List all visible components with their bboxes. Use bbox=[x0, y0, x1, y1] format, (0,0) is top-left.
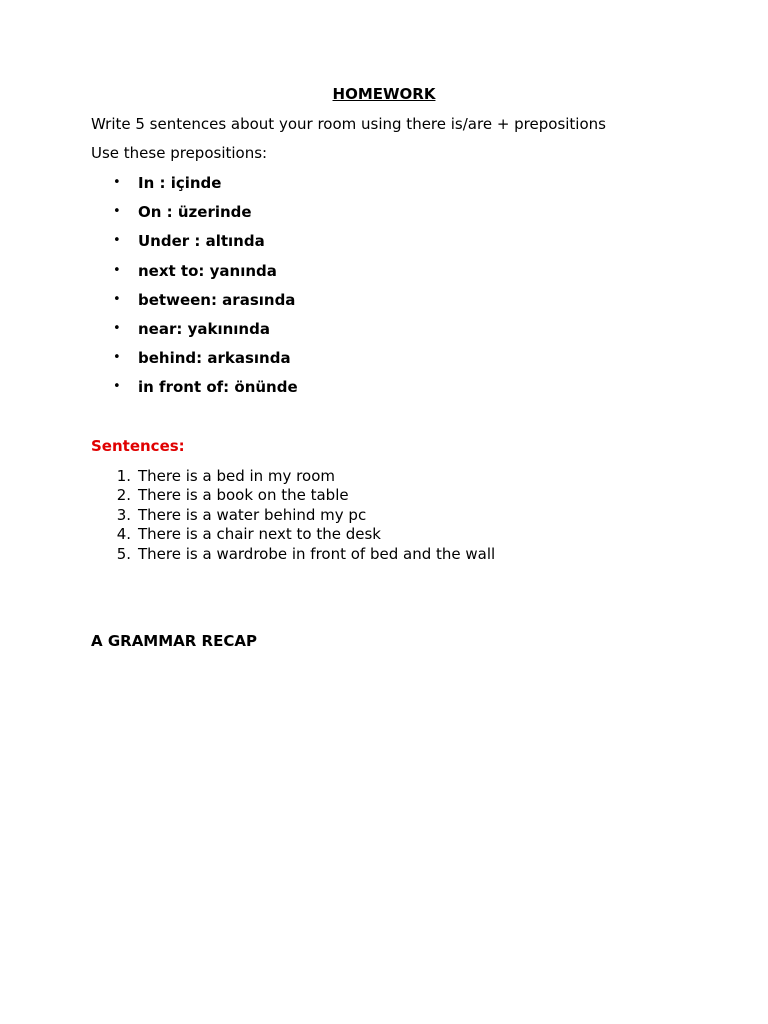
bullet-icon: • bbox=[113, 263, 121, 278]
preposition-label: On : üzerinde bbox=[138, 203, 252, 221]
preposition-label: Under : altında bbox=[138, 232, 265, 250]
preposition-label: near: yakınında bbox=[138, 320, 270, 338]
bullet-icon: • bbox=[113, 204, 121, 219]
bullet-icon: • bbox=[113, 379, 121, 394]
preposition-label: behind: arkasında bbox=[138, 349, 291, 367]
item-number: 1. bbox=[116, 467, 131, 485]
preposition-label: between: arasında bbox=[138, 291, 296, 309]
bullet-icon: • bbox=[113, 321, 121, 336]
bullet-icon: • bbox=[113, 175, 121, 190]
bullet-icon: • bbox=[113, 233, 121, 248]
sentence-text: There is a book on the table bbox=[138, 486, 349, 504]
sentence-text: There is a chair next to the desk bbox=[138, 525, 381, 543]
item-number: 3. bbox=[116, 506, 131, 524]
grammar-recap-heading: A GRAMMAR RECAP bbox=[91, 632, 257, 650]
item-number: 4. bbox=[116, 525, 131, 543]
bullet-icon: • bbox=[113, 350, 121, 365]
preposition-label: In : içinde bbox=[138, 174, 222, 192]
sentences-heading: Sentences: bbox=[91, 437, 185, 455]
document-title: HOMEWORK bbox=[332, 85, 436, 103]
sentence-text: There is a wardrobe in front of bed and the wall bbox=[138, 545, 496, 563]
preposition-label: in front of: önünde bbox=[138, 378, 298, 396]
item-number: 2. bbox=[116, 486, 131, 504]
preposition-label: next to: yanında bbox=[138, 262, 277, 280]
instruction-text: Write 5 sentences about your room using there is/are + prepositions bbox=[91, 115, 606, 133]
prepositions-intro: Use these prepositions: bbox=[91, 144, 268, 162]
bullet-icon: • bbox=[113, 292, 121, 307]
sentence-text: There is a bed in my room bbox=[138, 467, 335, 485]
item-number: 5. bbox=[116, 545, 131, 563]
sentence-text: There is a water behind my pc bbox=[138, 506, 367, 524]
